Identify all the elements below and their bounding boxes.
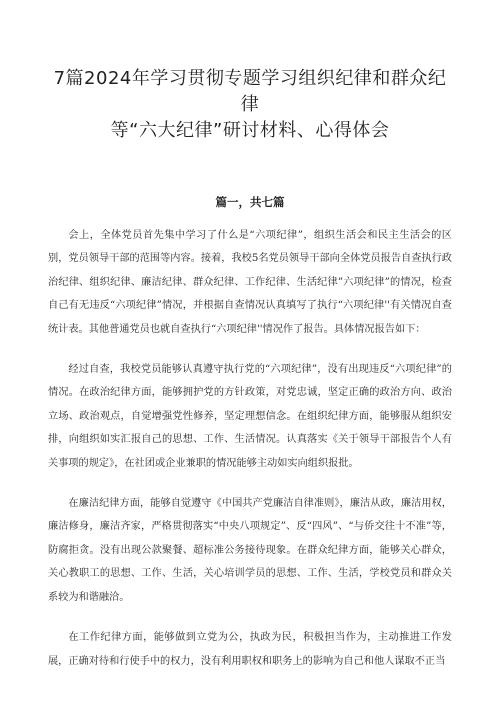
section-heading: 篇一，共七篇 xyxy=(215,195,285,209)
paragraph-1: 会上，全体党员首先集中学习了什么是“六项纪律”，组织生活会和民主生活会的区别，党员领导干部的范围等内容。接着，我校5名党员领导干部向全体党员报告自查执行政治纪律、组织纪律、廉洁纪律、群众纪律、工作纪律、生活纪律”六项纪律”的情况，检查自己有无违反“六项纪律”情况，并根据自查情况认真填写了执行“六项纪律''有关情况自查统计表。其他普通党员也就自查执行“六项纪律''情况作了报告。具体情况报告如下： xyxy=(48,230,452,335)
document-title xyxy=(48,66,452,144)
paragraph-3: 在廉洁纪律方面，能够自觉遵守《中国共产党廉洁自律准则》，廉洁从政，廉洁用权，廉洁修身，廉洁齐家，严格贯彻落实“中央八项规定”、反“四风”、“与侨交往十不准”等，防腐拒贪。没有出现公款聚餐、超标准公务接待现象。在群众纪律方面，能够关心群众，关心教职工的思想、工作、生活，关心培训学员的思想、工作、生活，学校党员和群众关系较为和谐融洽。 xyxy=(48,498,452,603)
paragraph-2: 经过自查，我校党员能够认真遵守执行党的“六项纪律”，没有出现违反“六项纪律”的情况。在政治纪律方面，能够拥护党的方针政策，对党忠诚，坚定正确的政治方向、政治立场、政治观点，自觉增强党性修养，坚定理想信念。在组织纪律方面，能够服从组织安排，向组织如实汇报自己的思想、工作、生活情况。认真落实《关于领导干部报告个人有关事项的规定》，在社团或企业兼职的情况能够主动如实向组织报批。 xyxy=(48,364,452,469)
title-line-1: 7篇2024年学习贯彻专题学习组织纪律和群众纪律 xyxy=(53,68,447,115)
title-line-2: 等“六大纪律”研讨材料、心得体会 xyxy=(110,120,390,141)
paragraph-4: 在工作纪律方面，能够做到立党为公，执政为民，积极担当作为，主动推进工作发展，正确对待和行使手中的权力，没有利用职权和职务上的影响为自己和他人谋取不正当 xyxy=(48,632,452,667)
